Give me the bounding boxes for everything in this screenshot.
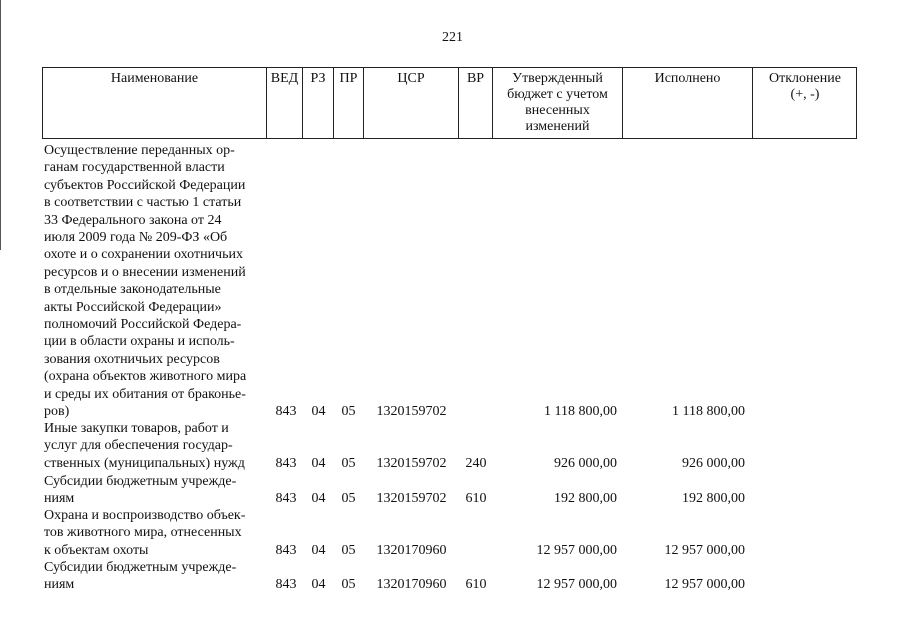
cell-executed: 12 957 000,00 — [664, 577, 745, 592]
cell-executed: 926 000,00 — [682, 456, 745, 471]
header-rz: РЗ — [310, 71, 326, 86]
cell-csr: 1320159702 — [376, 404, 447, 419]
row-name-line: Иные закупки товаров, работ и — [44, 421, 229, 436]
cell-budget: 1 118 800,00 — [544, 404, 617, 419]
cell-executed: 1 118 800,00 — [672, 404, 745, 419]
row-name-line: (охрана объектов животного мира — [44, 369, 247, 385]
header-deviation-line: (+, -) — [790, 87, 820, 102]
cell-ved: 843 — [275, 543, 297, 558]
header-ved: ВЕД — [270, 71, 299, 86]
row-name-line: 33 Федерального закона от 24 — [44, 212, 222, 228]
row-name-line: в отдельные законодательные — [44, 282, 221, 298]
header-budget-line: внесенных — [525, 103, 590, 118]
header-budget — [493, 71, 622, 135]
cell-budget: 926 000,00 — [554, 456, 617, 471]
header-vr: ВР — [466, 71, 485, 86]
cell-vr: 610 — [465, 577, 487, 592]
cell-executed: 12 957 000,00 — [664, 543, 745, 558]
cell-budget: 12 957 000,00 — [536, 543, 617, 558]
cell-pr: 05 — [341, 456, 356, 471]
row-name-line: ресурсов и о внесении изменений — [44, 264, 246, 280]
header-pr: ПР — [339, 71, 358, 86]
row-name-line: акты Российской Федерации» — [44, 299, 222, 315]
cell-rz: 04 — [311, 404, 326, 419]
row-name-line: охоте и о сохранении охотничьих — [44, 247, 243, 263]
row-name-line: зования охотничьих ресурсов — [44, 351, 220, 367]
row-name — [44, 507, 272, 559]
header-executed: Исполнено — [654, 71, 721, 86]
row-name-line: услуг для обеспечения государ- — [44, 438, 233, 454]
row-name-line: полномочий Российской Федера- — [44, 317, 242, 333]
row-name — [44, 559, 272, 594]
cell-rz: 04 — [311, 577, 326, 592]
row-name-line: Осуществление переданных ор- — [44, 143, 235, 158]
cell-budget: 12 957 000,00 — [536, 577, 617, 592]
cell-vr: 240 — [465, 456, 487, 471]
row-name-line: и среды их обитания от браконье- — [44, 386, 246, 402]
row-name — [44, 473, 272, 508]
row-name-line: ственных (муниципальных) нужд — [44, 455, 245, 471]
cell-rz: 04 — [311, 543, 326, 558]
cell-pr: 05 — [341, 491, 356, 506]
row-name-line: субъектов Российской Федерации — [44, 177, 246, 193]
cell-budget: 192 800,00 — [554, 491, 617, 506]
cell-ved: 843 — [275, 456, 297, 471]
header-deviation-line: Отклонение — [769, 71, 841, 86]
row-name-line: Субсидии бюджетным учрежде- — [44, 474, 237, 489]
header-budget-line: Утвержденный — [512, 71, 603, 86]
header-budget-line: изменений — [525, 119, 590, 134]
cell-ved: 843 — [275, 491, 297, 506]
cell-csr: 1320159702 — [376, 491, 447, 506]
row-name-line: ниям — [44, 577, 75, 593]
row-name — [44, 142, 272, 421]
page-number: 221 — [442, 30, 463, 45]
row-name — [44, 420, 272, 472]
row-name-line: к объектам охоты — [44, 542, 149, 558]
row-name-line: ров) — [44, 404, 70, 420]
header-name: Наименование — [110, 71, 199, 86]
row-name-line: Охрана и воспроизводство объек- — [44, 508, 246, 523]
row-name-line: в соответствии с частью 1 статьи — [44, 195, 242, 211]
cell-executed: 192 800,00 — [682, 491, 745, 506]
cell-ved: 843 — [275, 404, 297, 419]
cell-rz: 04 — [311, 491, 326, 506]
row-name-line: ниям — [44, 491, 75, 507]
cell-rz: 04 — [311, 456, 326, 471]
cell-pr: 05 — [341, 577, 356, 592]
row-name-line: ции в области охраны и исполь- — [44, 334, 235, 350]
row-name-line: Субсидии бюджетным учрежде- — [44, 560, 237, 575]
header-budget-line: бюджет с учетом — [507, 87, 608, 102]
cell-pr: 05 — [341, 543, 356, 558]
cell-pr: 05 — [341, 404, 356, 419]
header-deviation — [753, 71, 857, 103]
cell-vr: 610 — [465, 491, 487, 506]
cell-csr: 1320159702 — [376, 456, 447, 471]
cell-ved: 843 — [275, 577, 297, 592]
header-csr: ЦСР — [397, 71, 425, 86]
cell-csr: 1320170960 — [376, 577, 447, 592]
cell-csr: 1320170960 — [376, 543, 447, 558]
row-name-line: ганам государственной власти — [44, 160, 225, 176]
row-name-line: июля 2009 года № 209-ФЗ «Об — [44, 230, 228, 246]
row-name-line: тов животного мира, отнесенных — [44, 525, 242, 541]
